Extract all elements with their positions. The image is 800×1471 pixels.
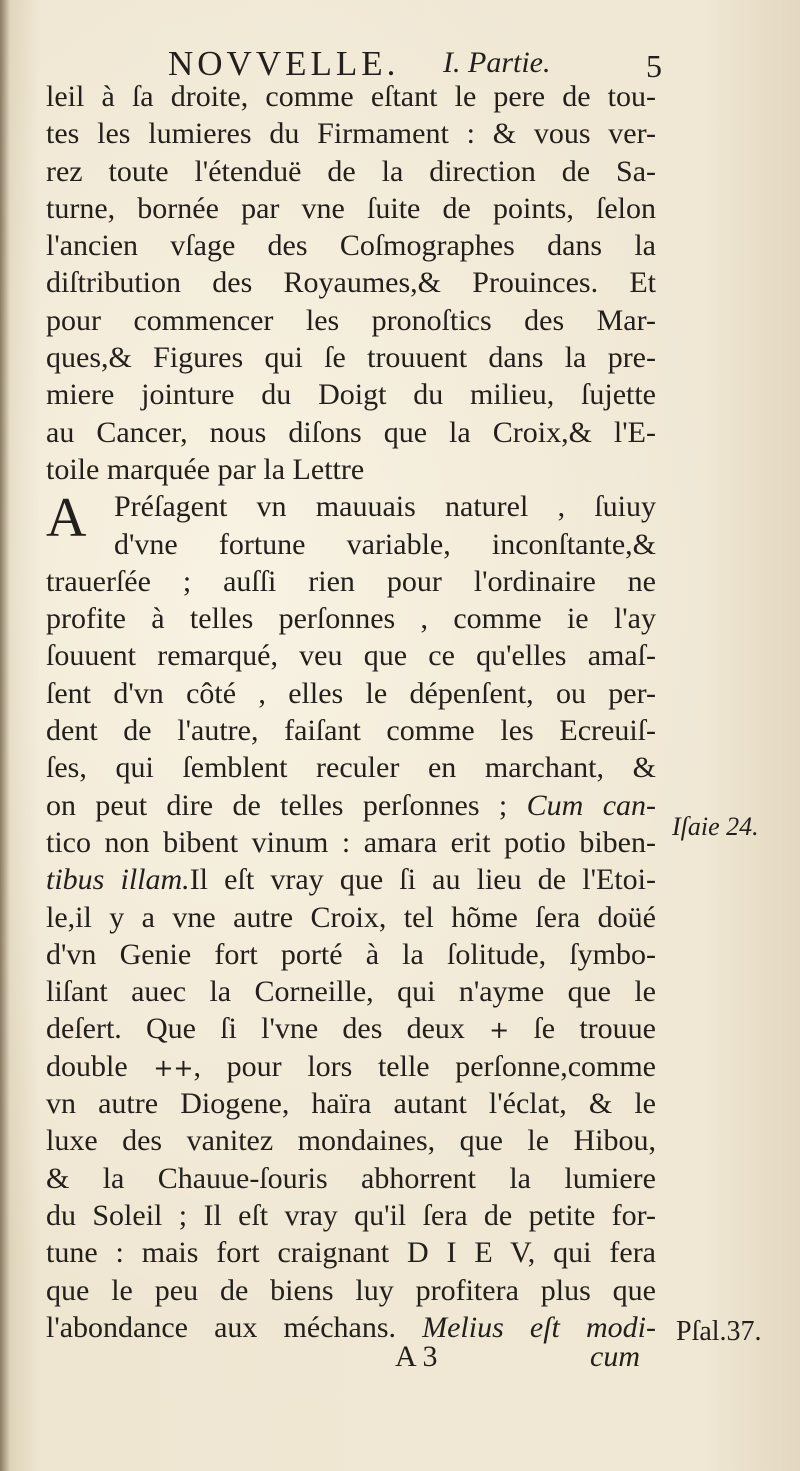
text-line: ques,& Figures qui ſe trouuent dans la pre- [46, 341, 656, 375]
text-line: turne, bornée par vne ſuite de points, ſelon [46, 191, 656, 225]
latin-quote: Melius eſt modi- [422, 1310, 656, 1344]
cross-text-before: deſert. Que ſi l'vne des deux [46, 1012, 490, 1046]
text-line: au Cancer, nous diſons que la Croix,& l'E- [46, 415, 656, 449]
signature-mark: A 3 [395, 1340, 438, 1373]
latin-quote: tibus illam. [46, 863, 190, 897]
page-number: 5 [646, 48, 662, 84]
cross-text-before: double [46, 1049, 154, 1083]
text-line: d'vne fortune variable, inconſtante,& [114, 527, 656, 561]
text-line: rez toute l'étenduë de la direction de Sa- [46, 154, 656, 188]
text-line: profite à telles perſonnes , comme ie l'ay [46, 602, 656, 636]
text-line: tes les lumieres du Firmament : & vous ver- [46, 117, 656, 151]
page-footer [395, 1340, 675, 1380]
quote-line [46, 787, 656, 824]
text-line: dent de l'autre, faiſant comme les Ecreuiſ- [46, 714, 656, 748]
text-line: trauerſée ; auſſi rien pour l'ordinaire ne [46, 564, 656, 598]
quote-intro: on peut dire de telles perſonnes ; [46, 788, 527, 822]
margin-note-isaiah: Iſaie 24. [672, 812, 759, 841]
quote-line [46, 861, 656, 898]
text-line: toile marquée par la Lettre [46, 452, 365, 486]
text-line: ſes, qui ſemblent reculer en marchant, & [46, 751, 656, 785]
margin-note-psalm: Pſal.37. [676, 1316, 762, 1347]
header-title: NOVVELLE. [168, 44, 400, 83]
text-line: le,il y a vne autre Croix, tel hõme ſera doüé [46, 900, 656, 934]
text-line: vn autre Diogene, haïra autant l'éclat, & le [46, 1087, 656, 1121]
text-line: & la Chauue-ſouris abhorrent la lumiere [46, 1161, 656, 1195]
text-line: Préſagent vn mauuais naturel , ſuiuy [114, 490, 656, 524]
latin-quote: Cum can- [526, 788, 656, 822]
cross-text-after: ſe trouue [509, 1012, 656, 1046]
cross-text-after: , pour lors telle perſonne,comme [193, 1049, 657, 1083]
last-line-text: l'abondance aux méchans. [46, 1310, 423, 1344]
text-line: d'vn Genie fort porté à la ſolitude, ſymbo- [46, 937, 656, 971]
text-line: que le peu de biens luy profitera plus que [46, 1273, 656, 1307]
double-cross-icon: ++ [153, 1053, 194, 1082]
text-line: diſtribution des Royaumes,& Prouinces. Et [46, 266, 656, 300]
page-gutter-shadow [0, 0, 10, 1471]
latin-quote-line: tico non bibent vinum : amara erit potio biben- [46, 825, 656, 859]
text-line: tune : mais fort craignant D I E V, qui fera [46, 1236, 656, 1270]
drop-cap-letter: A [46, 487, 87, 550]
text-line: l'ancien vſage des Coſmographes dans la [46, 229, 656, 263]
text-line: miere jointure du Doigt du milieu, ſujette [46, 378, 656, 412]
text-line: pour commencer les pronoſtics des Mar- [46, 303, 656, 337]
text-line: luxe des vanitez mondaines, que le Hibou, [46, 1124, 656, 1158]
text-line: ſent d'vn côté , elles le dépenſent, ou per- [46, 676, 656, 710]
quote-continuation: Il eſt vray que ſi au lieu de l'Etoi- [189, 863, 656, 897]
text-line: du Soleil ; Il eſt vray qu'il ſera de petite for- [46, 1198, 656, 1232]
single-cross-icon: + [489, 1016, 510, 1045]
header-part: I. Partie. [443, 46, 551, 79]
text-line: leil à ſa droite, comme eſtant le pere de tou- [46, 80, 656, 113]
text-line: liſant auec la Corneille, qui n'ayme que le [46, 975, 656, 1009]
body-text [46, 78, 656, 1346]
cross-line [46, 1010, 656, 1047]
dropcap-paragraph [46, 488, 656, 563]
cross-line [46, 1048, 656, 1085]
text-line: ſouuent remarqué, veu que ce qu'elles amaſ- [46, 639, 656, 673]
catchword: cum [590, 1340, 640, 1373]
